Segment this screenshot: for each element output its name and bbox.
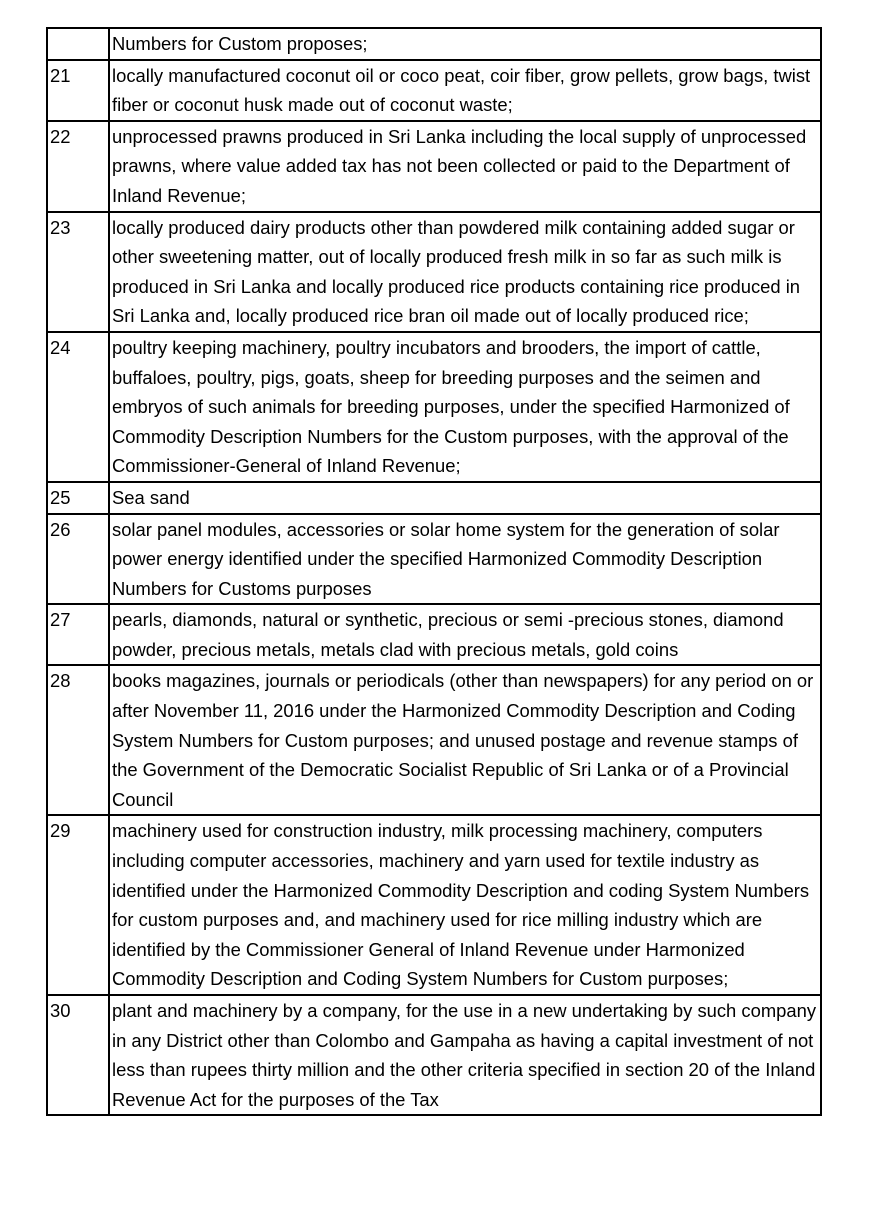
item-description: Numbers for Custom proposes;: [109, 28, 821, 60]
table-row: [47, 332, 821, 482]
item-number: 23: [47, 212, 109, 332]
table-row: [47, 665, 821, 815]
item-description: pearls, diamonds, natural or synthetic, precious or semi -precious stones, diamond powder, precious metals, metals clad with precious metals, gold coins: [109, 604, 821, 665]
item-number: 25: [47, 482, 109, 514]
item-description: machinery used for construction industry, milk processing machinery, computers including computer accessories, machinery and yarn used for textile industry as identified under the Harmonized Commodity Description and coding System Numbers for custom purposes and, and machinery used for rice milling industry which are identified by the Commissioner General of Inland Revenue under Harmonized Commodity Description and Coding System Numbers for Custom purposes;: [109, 815, 821, 995]
table-row: [47, 212, 821, 332]
item-description: locally manufactured coconut oil or coco peat, coir fiber, grow pellets, grow bags, twist fiber or coconut husk made out of coconut waste;: [109, 60, 821, 121]
item-number: 21: [47, 60, 109, 121]
item-description: unprocessed prawns produced in Sri Lanka including the local supply of unprocessed prawns, where value added tax has not been collected or paid to the Department of Inland Revenue;: [109, 121, 821, 212]
item-description: Sea sand: [109, 482, 821, 514]
item-number: 22: [47, 121, 109, 212]
item-description: solar panel modules, accessories or solar home system for the generation of solar power energy identified under the specified Harmonized Commodity Description Numbers for Customs purposes: [109, 514, 821, 605]
item-description: plant and machinery by a company, for the use in a new undertaking by such company in any District other than Colombo and Gampaha as having a capital investment of not less than rupees thirty million and the other criteria specified in section 20 of the Inland Revenue Act for the purposes of the Tax: [109, 995, 821, 1115]
item-description: poultry keeping machinery, poultry incubators and brooders, the import of cattle, buffaloes, poultry, pigs, goats, sheep for breeding purposes and the seimen and embryos of such animals for breeding purposes, under the specified Harmonized of Commodity Description Numbers for the Custom purposes, with the approval of the Commissioner-General of Inland Revenue;: [109, 332, 821, 482]
table-row: [47, 815, 821, 995]
table-row: [47, 514, 821, 605]
item-number: 30: [47, 995, 109, 1115]
table-row: [47, 121, 821, 212]
exemption-table: [46, 27, 822, 1116]
table-row: [47, 995, 821, 1115]
item-number: 27: [47, 604, 109, 665]
item-number: 26: [47, 514, 109, 605]
table-row: [47, 482, 821, 514]
table-row: [47, 28, 821, 60]
item-number: 28: [47, 665, 109, 815]
item-number: 24: [47, 332, 109, 482]
item-number: 29: [47, 815, 109, 995]
table-body: [47, 28, 821, 1115]
table-row: [47, 604, 821, 665]
item-description: locally produced dairy products other than powdered milk containing added sugar or other sweetening matter, out of locally produced fresh milk in so far as such milk is produced in Sri Lanka and locally produced rice products containing rice produced in Sri Lanka and, locally produced rice bran oil made out of locally produced rice;: [109, 212, 821, 332]
item-description: books magazines, journals or periodicals (other than newspapers) for any period on or after November 11, 2016 under the Harmonized Commodity Description and Coding System Numbers for Custom purposes; and unused postage and revenue stamps of the Government of the Democratic Socialist Republic of Sri Lanka or of a Provincial Council: [109, 665, 821, 815]
table-row: [47, 60, 821, 121]
item-number: [47, 28, 109, 60]
